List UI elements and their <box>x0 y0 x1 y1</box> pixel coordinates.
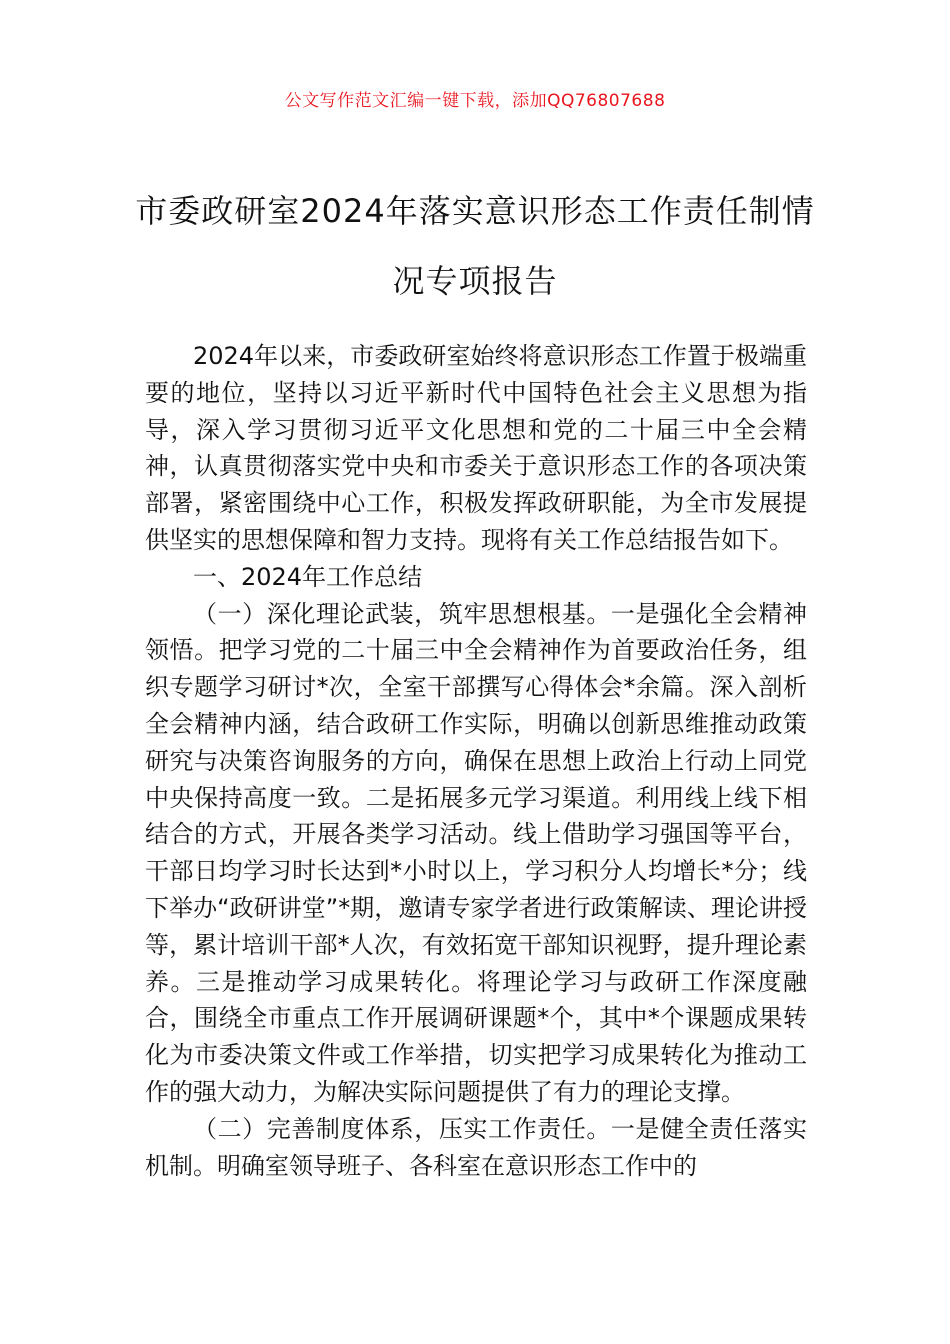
document-body <box>145 338 807 1184</box>
intro-paragraph: 2024年以来，市委政研室始终将意识形态工作置于极端重要的地位，坚持以习近平新时代中国特色社会主义思想为指导，深入学习贯彻习近平文化思想和党的二十届三中全会精神，认真贯彻落实党中央和市委关于意识形态工作的各项决策部署，紧密围绕中心工作，积极发挥政研职能，为全市发展提供坚实的思想保障和智力支持。现将有关工作总结报告如下。 <box>145 342 807 554</box>
document-title: 市委政研室2024年落实意识形态工作责任制情况专项报告 <box>135 192 815 300</box>
section-heading: 一、2024年工作总结 <box>193 562 423 591</box>
download-banner: 公文写作范文汇编一键下载，添加QQ76807688 <box>284 91 666 111</box>
body-paragraph: （一）深化理论武装，筑牢思想根基。一是强化全会精神领悟。把学习党的二十届三中全会精神作为首要政治任务，组织专题学习研讨*次，全室干部撰写心得体会*余篇。深入剖析全会精神内涵，结合政研工作实际，明确以创新思维推动政策研究与决策咨询服务的方向，确保在思想上政治上行动上同党中央保持高度一致。二是拓展多元学习渠道。利用线上线下相结合的方式，开展各类学习活动。线上借助学习强国等平台，干部日均学习时长达到*小时以上，学习积分人均增长*分；线下举办“政研讲堂”*期，邀请专家学者进行政策解读、理论讲授等，累计培训干部*人次，有效拓宽干部知识视野，提升理论素养。三是推动学习成果转化。将理论学习与政研工作深度融合，围绕全市重点工作开展调研课题*个，其中*个课题成果转化为市委决策文件或工作举措，切实把学习成果转化为推动工作的强大动力，为解决实际问题提供了有力的理论支撑。 <box>145 599 807 1106</box>
body-paragraph: （二）完善制度体系，压实工作责任。一是健全责任落实机制。明确室领导班子、各科室在意识形态工作中的 <box>145 1114 807 1180</box>
